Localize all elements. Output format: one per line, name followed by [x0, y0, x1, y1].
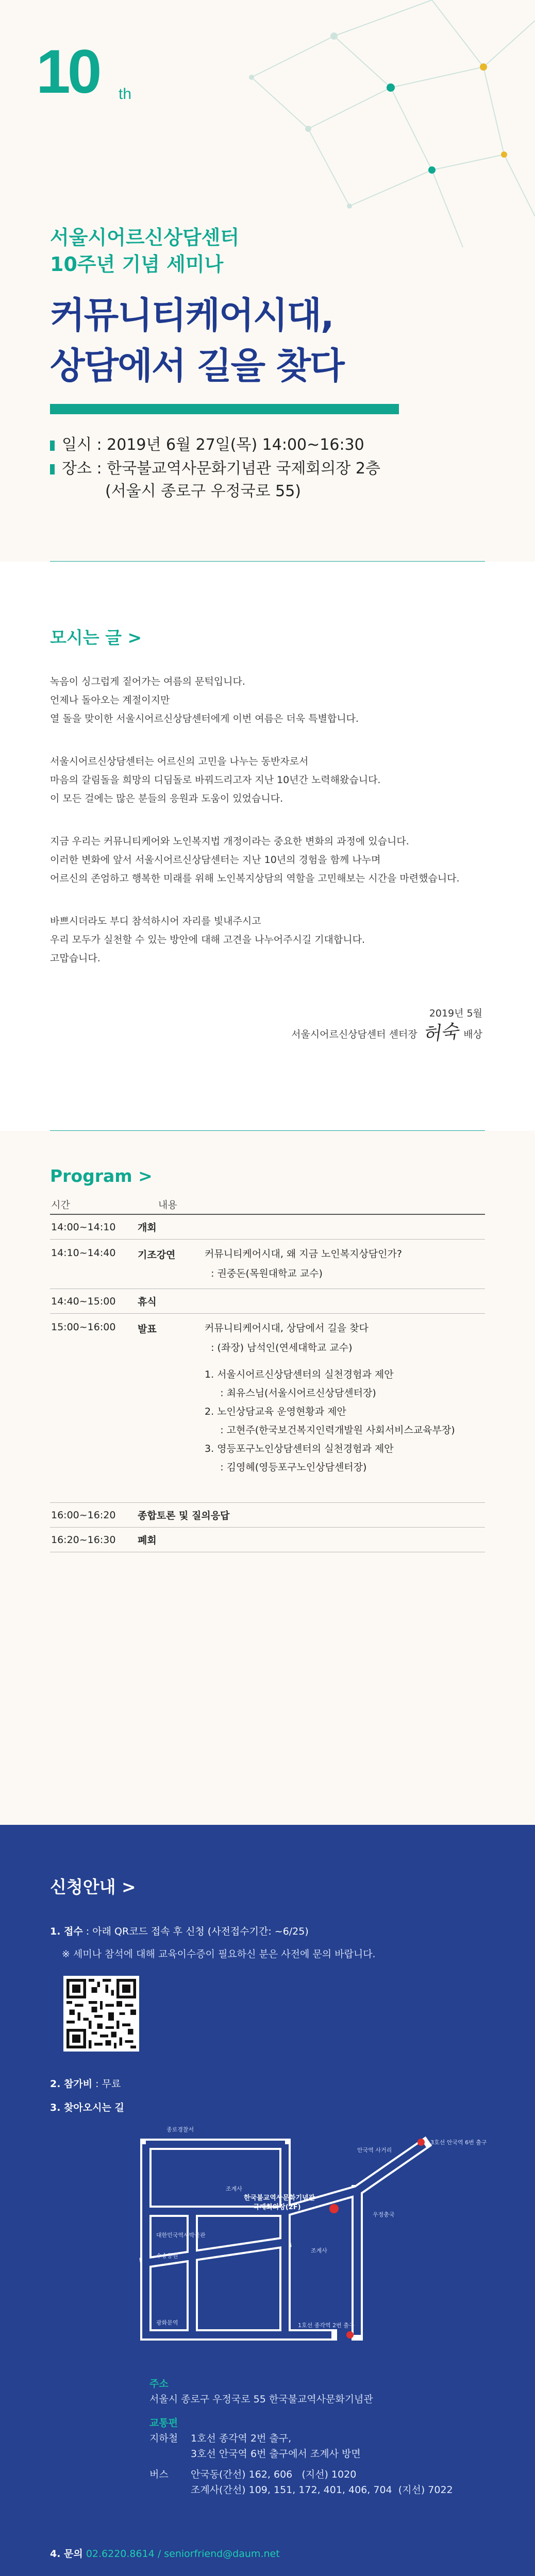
detail-line: 커뮤니티케어시대, 상담에서 길을 찾다 — [205, 1323, 369, 1334]
row-kind: 종합토론 및 질의응답 — [138, 1510, 230, 1521]
row-time: 16:00~16:20 — [51, 1509, 116, 1521]
map-label-jogyesa: 조계사 — [311, 2247, 327, 2254]
main-title-line-1: 커뮤니티케어시대, — [50, 294, 333, 336]
event-place — [50, 455, 380, 478]
detail-line: 커뮤니티케어시대, 왜 지금 노인복지상담인가? — [205, 1248, 402, 1260]
map-label-daehan: 대한민국역사박물관 — [156, 2232, 206, 2239]
detail-line: 2. 노인상담교육 운영현황과 제안 — [205, 1406, 346, 1417]
text-line: 바쁘시더라도 부디 참석하시어 자리를 빛내주시고 — [50, 916, 261, 927]
row-kind: 휴식 — [138, 1296, 157, 1308]
text-line: 마음의 갈림돌을 희망의 디딤돌로 바꿔드리고자 지난 10년간 노력해왔습니다. — [50, 774, 381, 786]
subway-line-2: 3호선 안국역 6번 출구에서 조계사 방면 — [191, 2448, 361, 2460]
table-row — [50, 1215, 485, 1240]
org-line-2: 10주년 기념 세미나 — [50, 253, 224, 276]
title-underline-bar — [50, 404, 399, 414]
bus-label: 버스 — [149, 2469, 169, 2480]
item-label: 2. 참가비 — [50, 2078, 93, 2090]
map-label-uijeongbu: 우정총국 — [373, 2211, 395, 2218]
directions-info — [149, 2376, 453, 2498]
program-table-header — [50, 1194, 485, 1215]
item-text: : 무료 — [95, 2078, 121, 2090]
map-label-venue: 한국불교역사문화기념관 — [244, 2194, 315, 2202]
bus-line-1: 안국동(간선) 162, 606 (지선) 1020 — [191, 2469, 357, 2480]
table-row — [50, 1289, 485, 1314]
map-label-gyeonggi: 조계사 — [226, 2185, 242, 2192]
row-time: 15:00~16:00 — [51, 1321, 116, 1333]
text-line: 서울시어르신상담센터는 어르신의 고민을 나누는 동반자로서 — [50, 756, 309, 767]
apply-item-directions — [50, 2100, 124, 2114]
network-decoration — [215, 0, 535, 258]
detail-line: : 최유스님(서울시어르신상담센터장) — [205, 1387, 376, 1399]
apply-section — [0, 1825, 535, 2576]
location-map — [115, 2113, 486, 2361]
detail-line: : 고현주(한국보건복지인력개발원 사회서비스교육부장) — [205, 1425, 455, 1436]
text-line: 우리 모두가 실천할 수 있는 방안에 대해 고견을 나누어주시길 기대합니다. — [50, 934, 365, 945]
row-time: 16:20~16:30 — [51, 1534, 116, 1546]
invitation-paragraph-4 — [50, 912, 493, 968]
event-address: (서울시 종로구 우정국로 55) — [105, 482, 301, 500]
program-table — [50, 1194, 485, 1552]
row-detail — [205, 1247, 485, 1289]
contact-email[interactable]: / seniorfriend@daum.net — [157, 2548, 280, 2560]
signature-title: 서울시어르신상담센터 센터장 — [291, 1028, 417, 1040]
qr-code-icon — [66, 1979, 136, 2048]
row-time: 14:40~15:00 — [51, 1295, 116, 1307]
detail-line: : (좌장) 남석인(연세대학교 교수) — [205, 1342, 353, 1353]
badge-number: 10 — [36, 37, 99, 106]
invitation-title: 모시는 글 > — [50, 628, 142, 648]
row-kind: 기조강연 — [138, 1249, 176, 1261]
bullet-square — [50, 440, 55, 451]
jonggak-marker — [346, 2331, 354, 2338]
venue-marker — [329, 2204, 339, 2213]
invitation-paragraph-3 — [50, 832, 493, 888]
table-row — [50, 1240, 485, 1289]
map-road — [146, 2144, 331, 2335]
item-label: 1. 접수 — [50, 1926, 83, 1937]
map-label-anguk-exit: 3호선 안국역 6번 출구 — [430, 2139, 487, 2146]
subway-label: 지하철 — [149, 2433, 178, 2444]
apply-item-register — [50, 1924, 309, 1938]
event-place-text: 장소 : 한국불교역사문화기념관 국제회의장 2층 — [62, 460, 380, 478]
header-time: 시간 — [51, 1199, 70, 1211]
text-line: 고맙습니다. — [50, 953, 101, 964]
row-time: 14:10~14:40 — [51, 1247, 116, 1259]
event-date — [50, 432, 364, 454]
detail-line: 1. 서울시어르신상담센터의 실천경험과 제안 — [205, 1369, 394, 1380]
row-kind: 폐회 — [138, 1535, 157, 1546]
apply-title: 신청안내 > — [50, 1877, 136, 1897]
main-title-line-2: 상담에서 길을 찾다 — [50, 345, 344, 387]
row-kind: 개회 — [138, 1222, 157, 1233]
item-label: 4. 문의 — [50, 2548, 83, 2560]
map-label-police: 종로경찰서 — [166, 2126, 194, 2133]
qr-code[interactable] — [63, 1976, 139, 2052]
signature-suffix: 배상 — [463, 1028, 482, 1040]
text-line: 열 돌을 맞이한 서울시어르신상담센터에게 이번 여름은 더욱 특별합니다. — [50, 713, 359, 724]
event-date-text: 일시 : 2019년 6월 27일(목) 14:00~16:30 — [62, 436, 364, 454]
bullet-square — [50, 464, 55, 474]
anguk-marker — [417, 2139, 425, 2146]
map-label-venue-floor: 국제회의장(2F) — [253, 2204, 301, 2211]
contact-phone[interactable]: 02.6220.8614 — [86, 2548, 155, 2560]
program-title: Program > — [50, 1166, 153, 1186]
signature-date: 2019년 5월 — [429, 1008, 482, 1019]
transit-label: 교통편 — [149, 2417, 178, 2429]
subway-line-1: 1호선 종각역 2번 출구, — [191, 2433, 292, 2444]
apply-note: ※ 세미나 참석에 대해 교육이수증이 필요하신 분은 사전에 문의 바랍니다. — [62, 1948, 376, 1960]
row-kind: 발표 — [138, 1324, 157, 1335]
table-row — [50, 1528, 485, 1552]
item-text: : 아래 QR코드 접속 후 신청 (사전접수기간: ~6/25) — [86, 1926, 309, 1937]
row-time: 14:00~14:10 — [51, 1221, 116, 1233]
handwritten-signature: 허숙 — [421, 1021, 460, 1046]
tenth-badge — [36, 36, 132, 107]
text-line: 이러한 변화에 앞서 서울시어르신상담센터는 지난 10년의 경험을 함께 나누며 — [50, 854, 381, 866]
table-row — [50, 1314, 485, 1503]
org-line-1: 서울시어르신상담센터 — [50, 226, 240, 249]
program-section — [0, 1131, 535, 1825]
map-label-jonggak: 1호선 종각역 2번 출구 — [298, 2322, 355, 2329]
subway-info — [149, 2431, 453, 2446]
map-label-susong: 수송공원 — [156, 2252, 178, 2259]
invitation-paragraph-2 — [50, 752, 493, 808]
map-label-anguk: 안국역 사거리 — [357, 2147, 392, 2154]
invitation-section — [0, 562, 535, 1131]
row-detail — [205, 1321, 485, 1502]
apply-item-fee — [50, 2076, 121, 2090]
text-line: 지금 우리는 커뮤니티케어와 노인복지법 개정이라는 중요한 변화의 과정에 있습니다. — [50, 836, 409, 847]
map-label-gwanghwamun: 광화문역 — [156, 2319, 178, 2326]
header-content: 내용 — [158, 1199, 177, 1211]
item-label: 3. 찾아오시는 길 — [50, 2102, 124, 2113]
text-line: 언제나 돌아오는 계절이지만 — [50, 694, 170, 706]
detail-line: : 권중돈(목원대학교 교수) — [205, 1268, 323, 1279]
invitation-paragraph-1 — [50, 672, 493, 728]
text-line: 이 모든 걸에는 많은 분들의 응원과 도움이 있었습니다. — [50, 793, 283, 804]
apply-item-contact — [50, 2546, 280, 2560]
badge-suffix: th — [119, 86, 132, 103]
bus-info — [149, 2467, 453, 2482]
bus-line-2: 조계사(간선) 109, 151, 172, 401, 406, 704 (지선) 7022 — [191, 2484, 453, 2496]
table-row — [50, 1503, 485, 1528]
detail-line: 3. 영등포구노인상담센터의 실천경험과 제안 — [205, 1443, 394, 1454]
detail-line: : 김영혜(영등포구노인상담센터장) — [205, 1462, 367, 1473]
signature-block — [291, 1021, 482, 1046]
text-line: 어르신의 존엄하고 행복한 미래를 위해 노인복지상담의 역할을 고민해보는 시간을 마련했습니다. — [50, 873, 460, 884]
hero-section — [0, 0, 535, 562]
address-text: 서울시 종로구 우정국로 55 한국불교역사문화기념관 — [149, 2394, 373, 2405]
text-line: 녹음이 싱그럽게 짙어가는 여름의 문턱입니다. — [50, 676, 245, 687]
address-label: 주소 — [149, 2378, 169, 2389]
